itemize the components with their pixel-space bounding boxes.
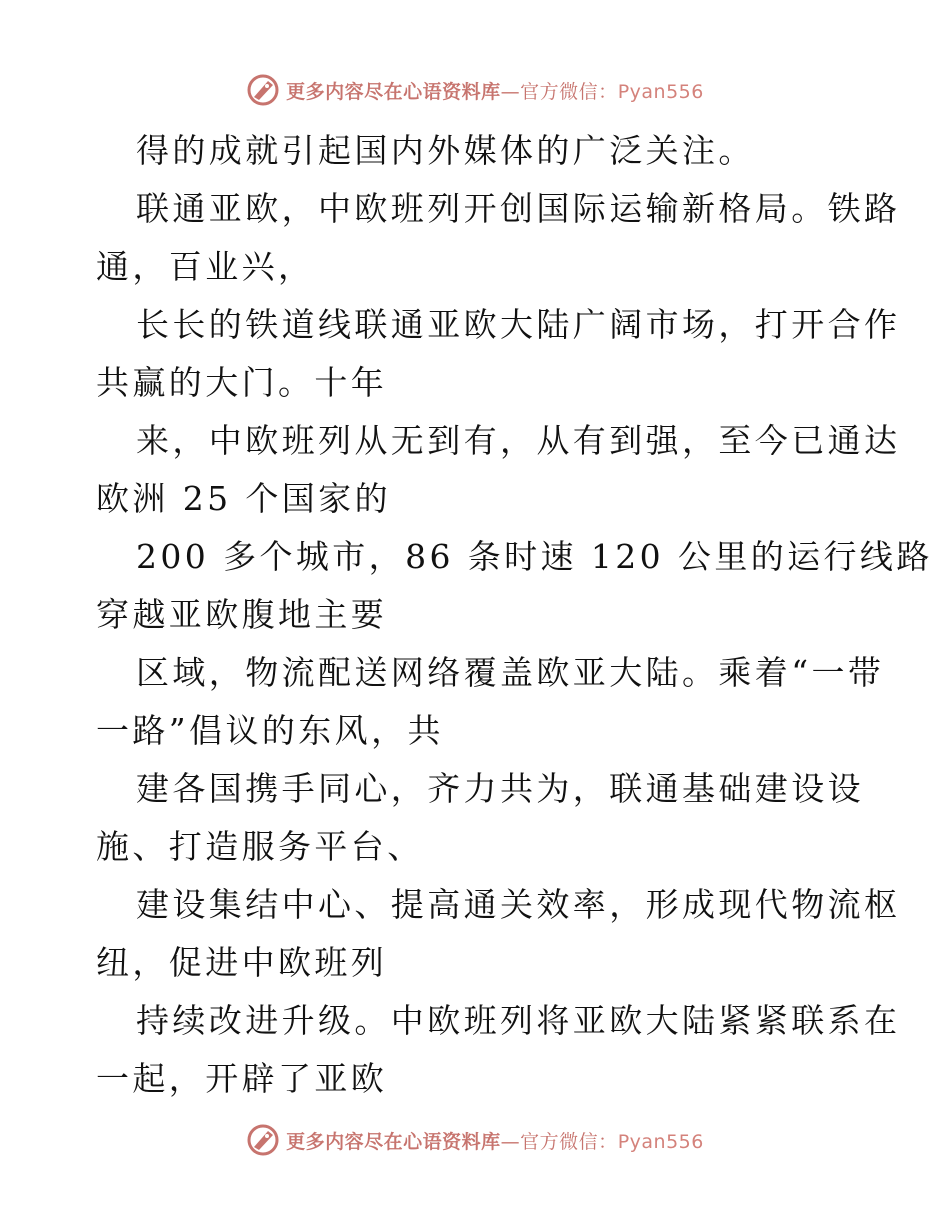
text-line: 一路”倡议的东风，共: [96, 711, 444, 750]
watermark-separator-text: —官方微信：: [500, 80, 618, 103]
document-body: [96, 122, 933, 1108]
text-line: 建各国携手同心，齐力共为，联通基础建设设: [136, 769, 864, 808]
watermark-group: [246, 1123, 704, 1157]
text-line: 欧洲 25 个国家的: [96, 479, 391, 518]
text-line: 来，中欧班列从无到有，从有到强，至今已通达: [136, 421, 901, 460]
footer-watermark: [0, 1120, 950, 1160]
text-line: 穿越亚欧腹地主要: [96, 595, 388, 634]
watermark-text: [286, 77, 704, 104]
text-line: 200 多个城市，86 条时速 120 公里的运行线路: [136, 537, 933, 576]
watermark-group: [246, 73, 704, 107]
watermark-main-text: 更多内容尽在心语资料库: [286, 80, 501, 103]
text-line: 长长的铁道线联通亚欧大陆广阔市场，打开合作: [136, 305, 901, 344]
text-line: 建设集结中心、提高通关效率，形成现代物流枢: [136, 885, 901, 924]
text-line: 纽，促进中欧班列: [96, 943, 388, 982]
header-watermark: [0, 70, 950, 110]
watermark-wechat-id: Pyan556: [617, 1130, 704, 1153]
watermark-wechat-id: Pyan556: [617, 80, 704, 103]
watermark-main-text: 更多内容尽在心语资料库: [286, 1130, 501, 1153]
text-line: 联通亚欧，中欧班列开创国际运输新格局。铁路: [136, 189, 901, 228]
watermark-separator-text: —官方微信：: [500, 1130, 618, 1153]
text-line: 施、打造服务平台、: [96, 827, 424, 866]
pen-nib-circle-icon: [246, 1123, 280, 1157]
text-line: 通，百业兴，: [96, 247, 315, 286]
watermark-text: [286, 1127, 704, 1154]
pen-nib-circle-icon: [246, 73, 280, 107]
text-line: 得的成就引起国内外媒体的广泛关注。: [136, 131, 755, 170]
text-line: 共赢的大门。十年: [96, 363, 388, 402]
text-line: 区域，物流配送网络覆盖欧亚大陆。乘着“一带: [136, 653, 885, 692]
text-line: 持续改进升级。中欧班列将亚欧大陆紧紧联系在: [136, 1001, 901, 1040]
text-line: 一起，开辟了亚欧: [96, 1059, 388, 1098]
